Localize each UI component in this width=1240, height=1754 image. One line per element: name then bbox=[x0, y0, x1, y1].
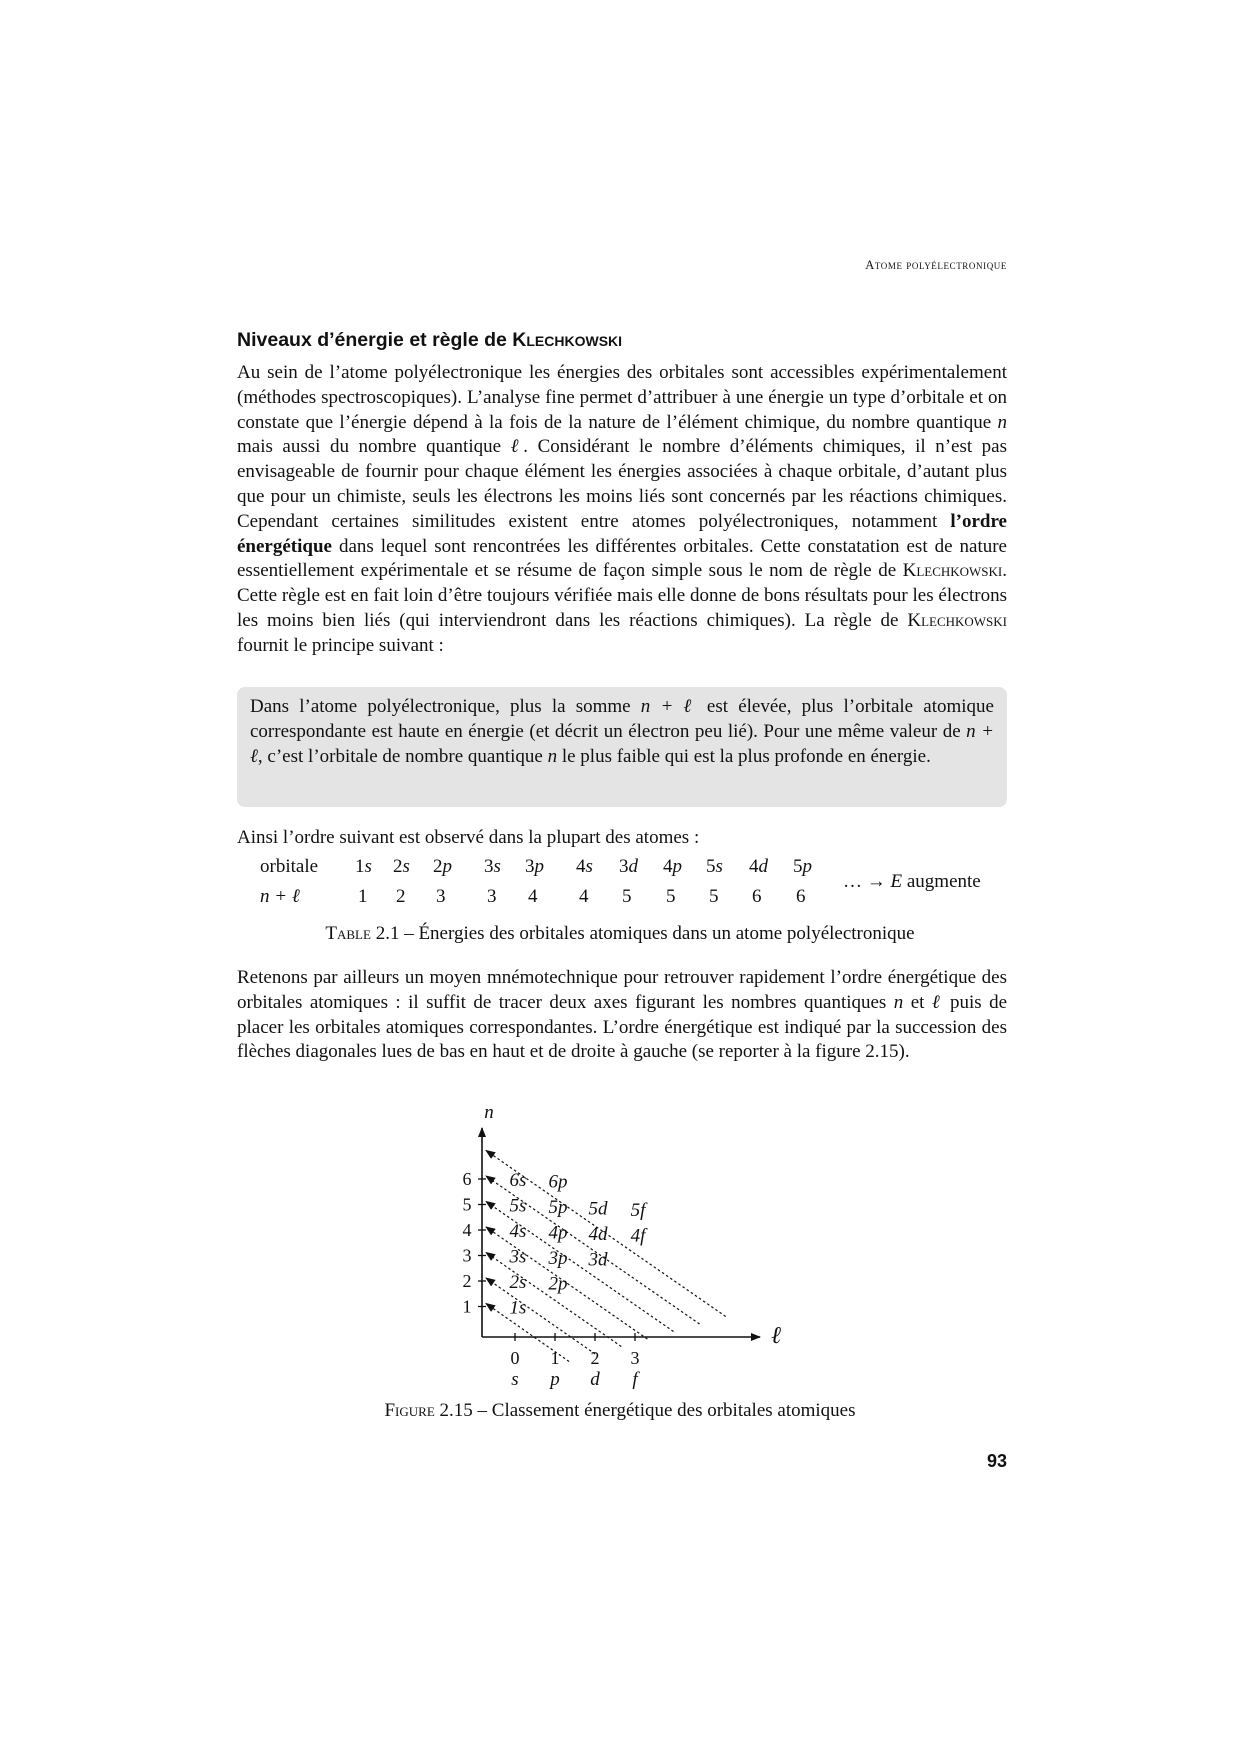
table-orbital-1s: 1s bbox=[355, 856, 372, 877]
table-orbital-3d: 3d bbox=[619, 856, 638, 877]
x-letter-label: s bbox=[511, 1369, 519, 1390]
table-n-plus-l-value: 4 bbox=[579, 886, 589, 907]
y-tick-label: 4 bbox=[462, 1220, 472, 1240]
y-tick-label: 5 bbox=[462, 1194, 472, 1215]
section-title-prefix: Niveaux d’énergie et règle de bbox=[237, 329, 513, 351]
table-n-plus-l-value: 3 bbox=[436, 886, 446, 907]
orbital-label-6s: 6s bbox=[509, 1170, 527, 1191]
x-letter-label: p bbox=[550, 1369, 560, 1390]
bold-term: l’ordre énergétique bbox=[237, 510, 1007, 557]
section-title bbox=[237, 329, 622, 352]
table-n-plus-l-value: 4 bbox=[528, 886, 538, 907]
table-n-plus-l-value: 6 bbox=[796, 886, 806, 907]
orbital-label-4s: 4s bbox=[509, 1221, 527, 1242]
table-n-plus-l-value: 6 bbox=[752, 886, 762, 907]
running-header: Atome polyélectronique bbox=[865, 258, 1007, 272]
orbital-label-3d: 3d bbox=[588, 1249, 608, 1271]
orbital-label-3s: 3s bbox=[509, 1246, 527, 1268]
figure-caption: Figure 2.15 – Classement énergétique des orbitales atomiques bbox=[384, 1400, 856, 1421]
section-title-name: Klechkowski bbox=[512, 329, 623, 351]
table-orbital-3s: 3s bbox=[484, 856, 501, 877]
y-axis-label: n bbox=[484, 1102, 494, 1123]
intro-paragraph: Au sein de l’atome polyélectronique les énergies des orbitales sont accessibles expérimentalement (méthodes spectroscopiques). L’analyse fine permet d’attribuer à une énergie un type d’orbitale et on constate que l’énergie dépend à la fois de la nature de l’élément chimique, du nombre quantique n mais aussi du nombre quantique ℓ. Considérant le nombre d’éléments chimiques, il n’est pas envisageable de fournir pour chaque élément les énergies associées à chaque orbitale, d’autant plus que pour un chimiste, seuls les électrons les moins liés sont concernés par les réactions chimiques. Cependant certaines similitudes existent entre atomes polyélectroniques, notamment l’ordre énergétique dans lequel sont rencontrées les différentes orbitales. Cette constatation est de nature essentiellement expérimentale et se résume de façon simple sous le nom de règle de Klechkowski. Cette règle est en fait loin d’être toujours vérifiée mais elle donne de bons résultats pour les électrons les moins bien liés (qui interviendront dans les réactions chimiques). La règle de Klechkowski fournit le principe suivant : bbox=[237, 362, 1007, 656]
table-trailing: … → E augmente bbox=[843, 871, 981, 892]
x-letter-label: d bbox=[590, 1369, 600, 1390]
order-intro-paragraph: Ainsi l’ordre suivant est observé dans la plupart des atomes : bbox=[237, 827, 700, 848]
table-n-plus-l-value: 5 bbox=[666, 886, 676, 907]
orbital-label-5s: 5s bbox=[509, 1195, 527, 1217]
x-tick-label: 1 bbox=[550, 1348, 560, 1368]
table-orbital-4d: 4d bbox=[749, 856, 768, 877]
table-row-label-n-plus-l: n + ℓ bbox=[260, 886, 300, 907]
orbital-label-2s: 2s bbox=[509, 1272, 527, 1293]
table-n-plus-l-value: 5 bbox=[709, 886, 719, 907]
table-caption: Table 2.1 – Énergies des orbitales atomiques dans un atome polyélectronique bbox=[325, 923, 915, 944]
table-orbital-2s: 2s bbox=[393, 856, 410, 877]
table-n-plus-l-value: 2 bbox=[396, 886, 406, 907]
orbital-label-2p: 2p bbox=[548, 1273, 568, 1295]
y-tick-label: 1 bbox=[462, 1296, 472, 1317]
orbital-label-4p: 4p bbox=[548, 1222, 568, 1244]
table-orbital-5p: 5p bbox=[793, 856, 812, 877]
x-letter-label: f bbox=[632, 1369, 638, 1390]
table-n-plus-l-value: 5 bbox=[622, 886, 632, 907]
table-n-plus-l-value: 1 bbox=[358, 886, 368, 907]
table-n-plus-l-value: 3 bbox=[487, 886, 497, 907]
orbital-label-3p: 3p bbox=[548, 1248, 568, 1269]
orbital-label-1s: 1s bbox=[509, 1297, 527, 1319]
orbital-label-6p: 6p bbox=[548, 1171, 568, 1193]
table-orbital-4p: 4p bbox=[663, 856, 682, 877]
x-tick-label: 2 bbox=[590, 1348, 600, 1368]
orbital-label-5f: 5f bbox=[630, 1200, 646, 1221]
orbital-label-5d: 5d bbox=[588, 1198, 608, 1220]
page-number: 93 bbox=[986, 1451, 1007, 1471]
x-axis-label: ℓ bbox=[771, 1323, 781, 1349]
diagonal-arrow bbox=[486, 1278, 595, 1354]
klechkowski-diagram bbox=[440, 1100, 820, 1390]
mnemonic-paragraph: Retenons par ailleurs un moyen mnémotechnique pour retrouver rapidement l’ordre énergétique des orbitales atomiques : il suffit de tracer deux axes figurant les nombres quantiques n et ℓ puis de placer les orbitales atomiques correspondantes. L’ordre énergétique est indiqué par la succession des flèches diagonales lues de bas en haut et de droite à gauche (se reporter à la figure 2.15). bbox=[237, 967, 1007, 1063]
diagonal-arrow bbox=[486, 1304, 569, 1362]
table-orbital-5s: 5s bbox=[706, 856, 723, 877]
table-orbital-2p: 2p bbox=[433, 856, 452, 877]
y-tick-label: 6 bbox=[462, 1169, 472, 1189]
orbital-label-4d: 4d bbox=[588, 1224, 608, 1245]
table-orbital-4s: 4s bbox=[576, 856, 593, 877]
orbital-label-5p: 5p bbox=[548, 1197, 568, 1218]
table-row-label-orbitale: orbitale bbox=[260, 856, 319, 877]
x-tick-label: 3 bbox=[630, 1348, 640, 1368]
table-orbital-3p: 3p bbox=[525, 856, 544, 877]
rule-box: Dans l’atome polyélectronique, plus la somme n + ℓ est élevée, plus l’orbitale atomique correspondante est haute en énergie (et décrit un électron peu lié). Pour une même valeur de n + ℓ, c’est l’orbitale de nombre quantique n le plus faible qui est la plus profonde en énergie. bbox=[237, 687, 1007, 807]
y-tick-label: 3 bbox=[462, 1245, 472, 1266]
orbital-label-4f: 4f bbox=[630, 1225, 646, 1247]
y-tick-label: 2 bbox=[462, 1271, 472, 1291]
x-tick-label: 0 bbox=[510, 1348, 520, 1368]
